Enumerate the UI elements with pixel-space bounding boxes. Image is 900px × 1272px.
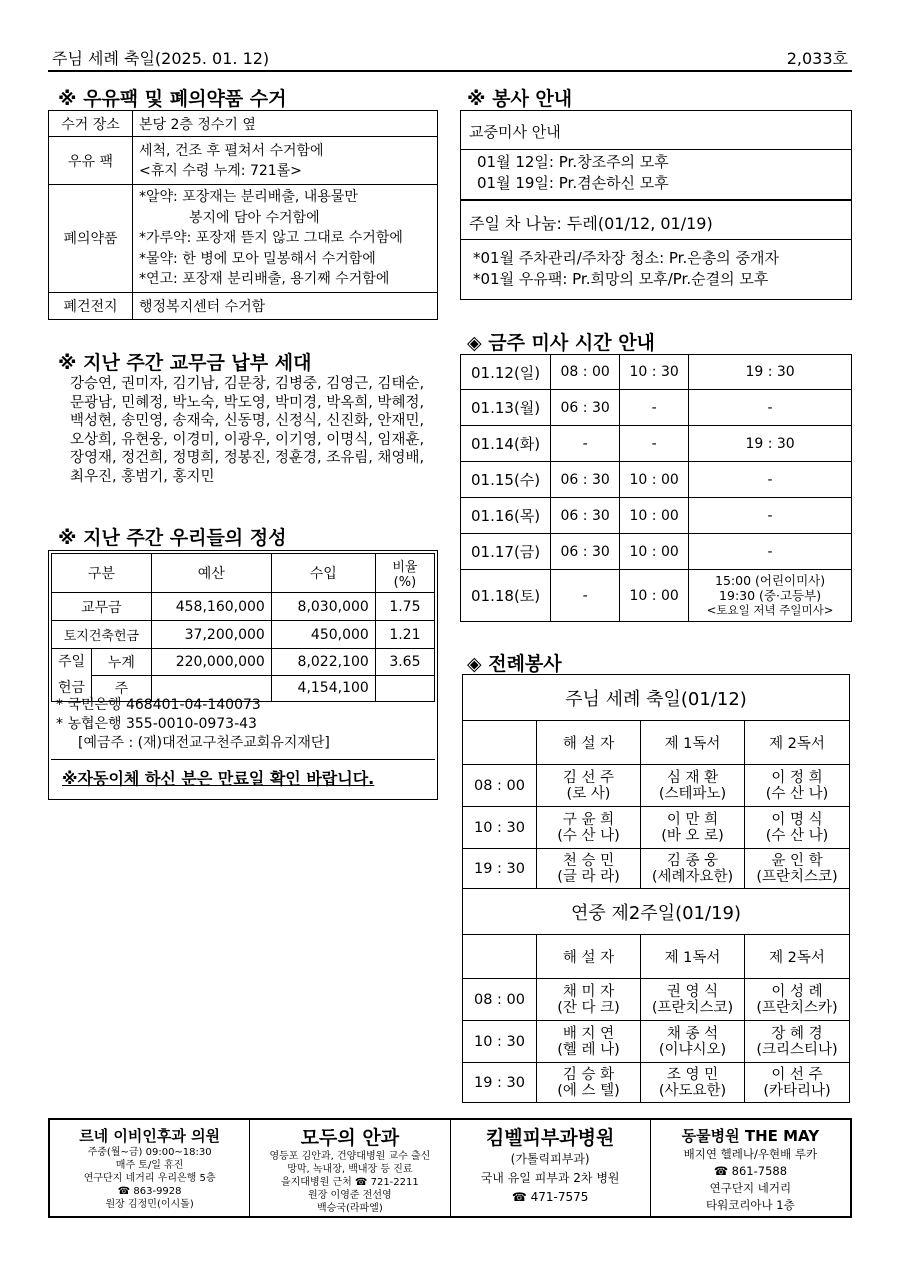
- car-share: 주일 차 나눔: 두레(01/12, 01/19): [469, 214, 713, 233]
- mass-date: 01.15(수): [461, 462, 551, 498]
- mass-time-3: <토요일 저녁 주일미사>: [706, 603, 834, 617]
- issue-number: 2,033호: [786, 49, 848, 68]
- mass-date: 01.12(일): [461, 355, 551, 390]
- row-income: 8,030,000: [271, 593, 375, 621]
- mass-time-row: [461, 498, 852, 534]
- mass-time-row: [461, 534, 852, 570]
- liturgy-row: [463, 807, 850, 849]
- bank-account-1: * 국민은행 468401-04-140073: [56, 697, 261, 713]
- ad-line: ☎ 863-9928: [117, 1186, 182, 1197]
- minister-baptismal-name: (수 산 나): [557, 827, 620, 844]
- place-value: 본당 2층 정수기 옆: [133, 111, 438, 137]
- ad-block: [651, 1120, 850, 1216]
- mass-duty-2: 01월 19일: Pr.겸손하신 모후: [477, 174, 669, 192]
- mass-time-row: [461, 355, 852, 390]
- page-header: [48, 42, 852, 72]
- ad-line: 망막, 녹내장, 백내장 등 진료: [287, 1164, 413, 1175]
- mass-date: 01.16(목): [461, 498, 551, 534]
- minister-baptismal-name: (글 라 라): [557, 868, 620, 885]
- mass-time-title: ◈ 금주 미사 시간 안내: [467, 332, 655, 354]
- minister-baptismal-name: (바 오 로): [661, 827, 724, 844]
- liturgy-row: [463, 765, 850, 807]
- row-name: 토지건축헌금: [52, 621, 152, 649]
- minister-baptismal-name: (헬 레 나): [557, 1041, 620, 1058]
- ad-line: 영등포 김안과, 건양대병원 교수 출신: [269, 1151, 431, 1162]
- minister-name: 김 승 화: [562, 1066, 615, 1083]
- ad-line: ☎ 861-7588: [713, 1164, 788, 1178]
- service-section-title: ※ 봉사 안내: [467, 88, 573, 110]
- offering-table: [51, 553, 435, 702]
- mass-time-2: 10 : 00: [620, 498, 689, 534]
- ad-title: 르네 이비인후과 의원: [79, 1127, 221, 1145]
- mass-time-1: 06 : 30: [551, 534, 620, 570]
- mass-time-3: 15:00 (어린이미사): [715, 573, 826, 588]
- offering-section-title: ※ 지난 주간 우리들의 정성: [58, 527, 287, 549]
- minister-name: 채 미 자: [562, 983, 615, 1000]
- col-budget: 예산: [151, 554, 271, 593]
- ad-title: 킴벨피부과병원: [485, 1127, 615, 1149]
- row-name: 주: [92, 675, 152, 702]
- minister-baptismal-name: (프란치스카): [756, 999, 838, 1016]
- mass-time-3: -: [689, 462, 852, 498]
- liturgy-row: [463, 1021, 850, 1063]
- minister-baptismal-name: (프란치스코): [651, 999, 734, 1016]
- minister-name: 심 재 환: [666, 769, 719, 786]
- mass-time-3: 19 : 30: [689, 426, 852, 462]
- auto-transfer-notice: ※자동이체 하신 분은 만료일 확인 바랍니다.: [62, 769, 375, 788]
- liturgy-time: 19 : 30: [463, 1063, 537, 1103]
- liturgy-time: 10 : 30: [463, 1021, 537, 1063]
- mass-time-2: -: [620, 426, 689, 462]
- med-line: *가루약: 포장재 뜯지 않고 그대로 수거함에: [139, 230, 403, 246]
- mass-time-3: -: [689, 534, 852, 570]
- depositor: [예금주 : (재)대전교구천주교회유지재단]: [78, 735, 330, 751]
- med-line: *물약: 한 병에 모아 밀봉해서 수거함에: [139, 250, 376, 267]
- minister-name: 채 종 석: [666, 1025, 719, 1042]
- ad-title: 모두의 안과: [300, 1127, 400, 1149]
- minister-name: 이 만 희: [666, 811, 719, 828]
- minister-baptismal-name: (수 산 나): [765, 827, 829, 844]
- battery-value: 행정복지센터 수거함: [133, 292, 438, 319]
- ad-title: 동물병원 THE MAY: [681, 1127, 820, 1145]
- row-ratio: 3.65: [375, 649, 434, 676]
- mass-time-3: -: [689, 390, 852, 426]
- col-reading-2: 제 2독서: [745, 935, 850, 979]
- minister-name: 이 명 식: [771, 811, 823, 828]
- minister-baptismal-name: (크리스티나): [756, 1041, 838, 1058]
- liturgy-time: 19 : 30: [463, 849, 537, 889]
- ad-line: ☎ 471-7575: [511, 1190, 589, 1204]
- col-commentator: 해 설 자: [537, 721, 641, 765]
- row-income: 450,000: [271, 621, 375, 649]
- minister-baptismal-name: (프란치스코): [756, 868, 838, 885]
- minister-baptismal-name: (잔 다 크): [557, 999, 620, 1016]
- mass-time-3: -: [689, 498, 852, 534]
- liturgy-row: [463, 849, 850, 889]
- mass-time-1: 08 : 00: [551, 355, 620, 390]
- row-name: 누계: [92, 649, 152, 676]
- duty-parking: *01월 주차관리/주차장 청소: Pr.은총의 중개자: [473, 249, 779, 267]
- row-name: 교무금: [52, 593, 152, 621]
- liturgy-time: 10 : 30: [463, 807, 537, 849]
- ad-line: 매주 토/일 휴진: [115, 1160, 184, 1171]
- col-reading-1: 제 1독서: [641, 935, 745, 979]
- mass-time-2: 10 : 00: [620, 534, 689, 570]
- issue-date: 주님 세례 축일(2025. 01. 12): [52, 49, 270, 68]
- ad-line: 을지대병원 근처 ☎ 721-2211: [280, 1177, 419, 1188]
- minister-name: 이 성 례: [771, 983, 823, 1000]
- mass-time-2: 10 : 00: [620, 570, 689, 622]
- minister-name: 윤 인 학: [771, 852, 823, 869]
- row-budget: 458,160,000: [151, 593, 271, 621]
- donors-section-title: ※ 지난 주간 교무금 납부 세대: [58, 352, 312, 374]
- mass-time-2: -: [620, 390, 689, 426]
- minister-name: 천 승 민: [562, 852, 615, 869]
- mass-time-2: 10 : 30: [620, 355, 689, 390]
- liturgy-week-title: 주님 세례 축일(01/12): [463, 675, 850, 721]
- mass-time-row: [461, 426, 852, 462]
- med-line: *연고: 포장재 분리배출, 용기째 수거함에: [139, 271, 390, 287]
- med-label: 폐의약품: [49, 185, 133, 293]
- ad-line: 주중(월~금) 09:00~18:30: [87, 1147, 212, 1158]
- minister-baptismal-name: (수 산 나): [765, 785, 829, 802]
- minister-name: 김 선 주: [562, 769, 615, 786]
- minister-name: 권 영 식: [666, 983, 719, 1000]
- ad-line: 국내 유일 피부과 2차 병원: [480, 1171, 620, 1185]
- mass-time-1: 06 : 30: [551, 498, 620, 534]
- minister-baptismal-name: (에 스 텔): [557, 1082, 620, 1099]
- row-ratio: 1.21: [375, 621, 434, 649]
- ad-line: 타워코리아나 1층: [706, 1198, 795, 1212]
- liturgy-row: [463, 979, 850, 1021]
- mass-time-3: 19:30 (중·고등부): [719, 588, 822, 603]
- med-line: 봉지에 담아 수거함에: [189, 209, 320, 226]
- mass-time-table: [460, 354, 852, 622]
- minister-name: 장 혜 경: [771, 1025, 823, 1042]
- minister-name: 조 영 민: [666, 1066, 719, 1083]
- milk-table: [48, 110, 438, 320]
- ad-line: 백승국(라파엘): [316, 1203, 383, 1214]
- liturgy-time: 08 : 00: [463, 979, 537, 1021]
- ad-line: 배지연 헬레나/우현배 루카: [683, 1147, 818, 1161]
- milk-label: 우유 팩: [49, 137, 133, 185]
- donor-list: 강승연, 권미자, 김기남, 김문창, 김병중, 김영근, 김태순, 문광남, 민혜정, 박노숙, 박도영, 박미경, 박옥희, 박혜정, 백성현, 송민영, 송재숙, 신동명, 신정식, 신진화, 안재민, 오상희, 유현웅, 이경미, 이광우, 이기영, 이명식, 임재훈, 장영재, 정건희, 정명희, 정봉진, 정훈경, 조유림, 채영배, 최우진, 홍범기, 홍지민: [70, 376, 425, 485]
- col-reading-2: 제 2독서: [745, 721, 850, 765]
- row-budget: 220,000,000: [151, 649, 271, 676]
- mass-date: 01.18(토): [461, 570, 551, 622]
- mass-time-3: 19 : 30: [689, 355, 852, 390]
- ad-block: [451, 1120, 651, 1216]
- ad-line: (가톨릭피부과): [510, 1152, 590, 1166]
- mass-time-2: 10 : 00: [620, 462, 689, 498]
- sunday-label: 주일: [57, 654, 86, 670]
- minister-name: 배 지 연: [562, 1025, 615, 1042]
- ad-block: [50, 1120, 250, 1216]
- milk-section-title: ※ 우유팩 및 폐의약품 수거: [58, 88, 287, 110]
- col-ratio: 비율(%): [375, 554, 434, 593]
- mass-date: 01.17(금): [461, 534, 551, 570]
- minister-baptismal-name: (스테파노): [658, 785, 727, 802]
- service-box: [460, 110, 852, 300]
- ad-line: 연구단지 네거리 우리은행 5층: [83, 1173, 216, 1184]
- minister-baptismal-name: (카타리나): [763, 1082, 831, 1099]
- row-income: 8,022,100: [271, 649, 375, 676]
- minister-baptismal-name: (세례자요한): [651, 868, 734, 885]
- mass-time-row: [461, 462, 852, 498]
- ad-line: 원장 김정민(이시돌): [105, 1199, 194, 1210]
- minister-name: 이 선 주: [771, 1066, 823, 1083]
- mass-duty-1: 01월 12일: Pr.창조주의 모후: [477, 153, 669, 171]
- row-ratio: 1.75: [375, 593, 434, 621]
- milk-line2: <휴지 수령 누계: 721롤>: [139, 162, 302, 179]
- duty-milk: *01월 우유팩: Pr.희망의 모후/Pr.순결의 모후: [473, 270, 769, 288]
- liturgy-row: [463, 1063, 850, 1103]
- minister-baptismal-name: (로 사): [566, 785, 611, 802]
- minister-name: 김 종 웅: [666, 852, 719, 869]
- mass-date: 01.13(월): [461, 390, 551, 426]
- mass-time-1: 06 : 30: [551, 390, 620, 426]
- mass-time-1: 06 : 30: [551, 462, 620, 498]
- row-budget: 37,200,000: [151, 621, 271, 649]
- place-label: 수거 장소: [49, 111, 133, 137]
- ads-bar: [48, 1118, 852, 1218]
- mass-date: 01.14(화): [461, 426, 551, 462]
- bank-account-2: * 농협은행 355-0010-0973-43: [56, 716, 257, 732]
- mass-time-1: -: [551, 570, 620, 622]
- col-income: 수입: [271, 554, 375, 593]
- liturgy-table: [462, 674, 850, 1103]
- offering-label: 헌금: [57, 680, 86, 696]
- mass-time-row: [461, 570, 852, 622]
- row-income: 4,154,100: [271, 675, 375, 702]
- minister-name: 이 정 희: [771, 769, 823, 786]
- col-reading-1: 제 1독서: [641, 721, 745, 765]
- liturgy-section-title: ◈ 전례봉사: [467, 653, 562, 675]
- mass-time-1: -: [551, 426, 620, 462]
- milk-line1: 세척, 건조 후 펼쳐서 수거함에: [139, 142, 324, 159]
- minister-name: 구 윤 희: [562, 811, 615, 828]
- liturgy-time: 08 : 00: [463, 765, 537, 807]
- med-line: *알약: 포장재는 분리배출, 내용물만: [139, 189, 358, 205]
- battery-label: 폐건전지: [49, 292, 133, 319]
- minister-baptismal-name: (사도요한): [658, 1082, 727, 1099]
- ad-block: [250, 1120, 450, 1216]
- mass-time-row: [461, 390, 852, 426]
- minister-baptismal-name: (이냐시오): [658, 1041, 727, 1058]
- ad-line: 원장 이영준 전선영: [308, 1190, 392, 1201]
- mass-guide-title: 교중미사 안내: [469, 123, 561, 141]
- ad-line: 연구단지 네거리: [709, 1181, 792, 1195]
- col-type: 구분: [52, 554, 152, 593]
- liturgy-week-title: 연중 제2주일(01/19): [463, 889, 850, 935]
- col-commentator: 해 설 자: [537, 935, 641, 979]
